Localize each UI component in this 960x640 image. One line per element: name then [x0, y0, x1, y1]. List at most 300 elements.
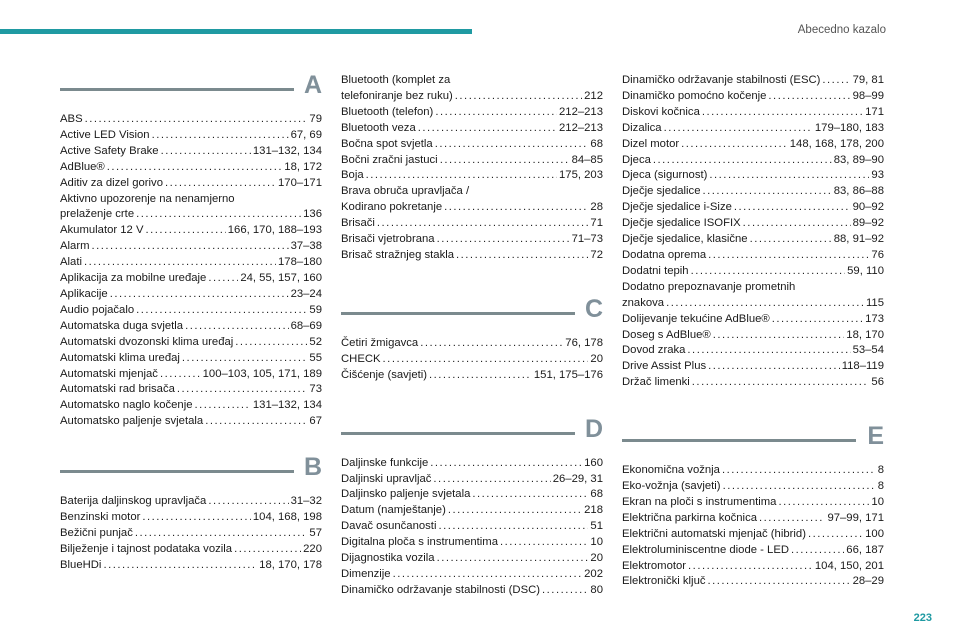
index-term: Brisači	[341, 217, 375, 230]
index-term: Dječje sjedalice, klasične	[622, 233, 748, 246]
section-b-list	[60, 494, 322, 574]
dot-leader	[691, 264, 846, 280]
dot-leader	[708, 359, 840, 375]
dot-leader	[734, 200, 851, 216]
page-reference: 89–92	[852, 217, 884, 230]
index-term: Datum (namještanje)	[341, 504, 446, 517]
index-entry	[60, 542, 322, 558]
index-term: Automatsko paljenje svjetala	[60, 415, 204, 428]
section-rule	[60, 88, 294, 91]
page-reference: 90–92	[852, 201, 884, 214]
index-term: Brisači vjetrobrana	[341, 233, 435, 246]
index-entry-row	[60, 176, 322, 192]
index-entry-row	[622, 264, 884, 280]
page-reference: 100	[865, 527, 884, 540]
index-term: Daljinske funkcije	[341, 456, 429, 469]
dot-leader	[791, 543, 844, 559]
index-entry	[622, 216, 884, 232]
index-entry	[60, 239, 322, 255]
index-term: Djeca (sigurnost)	[622, 169, 708, 182]
index-entry	[60, 112, 322, 128]
column-2	[341, 73, 603, 599]
page-reference: 71–73	[571, 233, 603, 246]
index-entry-row	[622, 248, 884, 264]
dot-leader	[435, 137, 589, 153]
page-reference: 148, 168, 178, 200	[789, 137, 884, 150]
section-a-list	[60, 112, 322, 430]
index-entry	[60, 398, 322, 414]
index-entry	[622, 264, 884, 280]
index-entry-row	[622, 153, 884, 169]
index-entry-row	[60, 319, 322, 335]
index-term: Dizel motor	[622, 137, 680, 150]
index-term: Dimenzije	[341, 567, 391, 580]
index-entry-row	[622, 137, 884, 153]
index-term: Aplikacije	[60, 287, 108, 300]
dot-leader	[84, 255, 276, 271]
dot-leader	[177, 382, 308, 398]
index-term: Alati	[60, 256, 82, 269]
index-entry	[60, 271, 322, 287]
index-entry	[622, 153, 884, 169]
dot-leader	[208, 494, 288, 510]
dot-leader	[703, 184, 832, 200]
index-entry-row	[341, 456, 603, 472]
page-reference: 31–32	[290, 495, 322, 508]
index-entry-row	[622, 359, 884, 375]
index-term: Diskovi kočnica	[622, 105, 700, 118]
section-d-list	[341, 456, 603, 599]
dot-leader	[822, 73, 850, 89]
index-entry	[341, 487, 603, 503]
page-reference: 83, 86–88	[833, 185, 884, 198]
index-term: Kodirano pokretanje	[341, 201, 443, 214]
index-term: Dijagnostika vozila	[341, 552, 435, 565]
index-entry	[622, 105, 884, 121]
index-entry	[60, 558, 322, 574]
page-reference: 79	[309, 113, 322, 125]
page-reference: 212–213	[559, 105, 603, 118]
index-term: Brisač stražnjeg stakla	[341, 248, 455, 261]
page-reference: 68	[590, 137, 603, 150]
page-reference: 220	[303, 542, 322, 555]
index-term: Daljinski upravljač	[341, 472, 432, 485]
dot-leader	[161, 144, 251, 160]
index-term: Drive Assist Plus	[622, 360, 707, 373]
index-entry-row	[622, 89, 884, 105]
section-rule	[341, 432, 575, 435]
dot-leader	[136, 207, 301, 223]
dot-leader	[235, 335, 307, 351]
page-reference: 68	[590, 488, 603, 501]
page-reference: 59, 110	[847, 264, 884, 277]
index-entry	[622, 359, 884, 375]
index-entry-row	[60, 207, 322, 223]
index-entry-row	[622, 463, 884, 479]
index-term: Bluetooth veza	[341, 121, 416, 134]
index-entry	[60, 414, 322, 430]
index-entry-row	[622, 200, 884, 216]
index-entry-row	[622, 574, 884, 590]
dot-leader	[435, 105, 557, 121]
dot-leader	[165, 176, 276, 192]
page-number: 223	[913, 612, 932, 624]
page-reference: 98–99	[852, 89, 884, 102]
page-reference: 79, 81	[852, 74, 884, 86]
dot-leader	[472, 487, 588, 503]
index-entry	[622, 137, 884, 153]
index-entry-row	[341, 368, 603, 384]
page-reference: 10	[590, 536, 603, 549]
index-entry	[622, 232, 884, 248]
index-entry	[341, 184, 603, 216]
index-entry	[622, 463, 884, 479]
index-entry-row	[60, 526, 322, 542]
index-term: Čišćenje (savjeti)	[341, 368, 428, 381]
page-reference: 52	[309, 335, 322, 348]
dot-leader	[440, 153, 570, 169]
page-reference: 66, 187	[846, 543, 884, 556]
section-e-heading	[622, 417, 884, 463]
dot-leader	[103, 558, 257, 574]
page-reference: 53–54	[852, 344, 884, 357]
page-reference: 171	[865, 105, 884, 118]
header-title: Abecedno kazalo	[797, 24, 886, 36]
dot-leader	[429, 368, 532, 384]
index-entry-row	[622, 216, 884, 232]
dot-leader	[448, 503, 582, 519]
index-term: Eko-vožnja (savjeti)	[622, 480, 721, 493]
index-term: Bežični punjač	[60, 526, 133, 539]
index-term: Držač limenki	[622, 376, 690, 389]
index-entry-row	[341, 487, 603, 503]
column-1	[60, 66, 322, 574]
page-reference: 118–119	[841, 360, 884, 373]
index-entry	[341, 567, 603, 583]
index-entry	[60, 160, 322, 176]
dot-leader	[135, 526, 308, 542]
index-term: Benzinski motor	[60, 511, 141, 524]
index-entry	[341, 472, 603, 488]
page-reference: 76	[871, 248, 884, 261]
dot-leader	[750, 232, 832, 248]
index-entry	[622, 280, 884, 312]
index-entry-row	[622, 73, 884, 89]
page-reference: 71	[590, 217, 603, 230]
index-term: Automatska duga svjetla	[60, 319, 184, 332]
index-term: Dovod zraka	[622, 344, 686, 357]
index-term: Dolijevanje tekućine AdBlue®	[622, 312, 770, 325]
index-term: Djeca	[622, 153, 651, 166]
index-term: Akumulator 12 V	[60, 224, 144, 237]
index-entry	[60, 303, 322, 319]
index-entry	[60, 176, 322, 192]
index-entry	[341, 216, 603, 232]
dot-leader	[146, 223, 226, 239]
page-reference: 104, 168, 198	[252, 511, 322, 524]
index-entry	[60, 223, 322, 239]
index-entry-row	[622, 495, 884, 511]
page-reference: 136	[303, 208, 322, 221]
index-term: Bluetooth (telefon)	[341, 105, 434, 118]
section-letter: A	[303, 71, 322, 99]
index-entry-row	[341, 89, 603, 105]
index-entry	[60, 351, 322, 367]
index-entry-row	[341, 503, 603, 519]
index-entry-term-line: Dodatno prepoznavanje prometnih	[622, 280, 796, 293]
dot-leader	[687, 343, 850, 359]
index-term: Automatski dvozonski klima uređaj	[60, 335, 234, 348]
dot-leader	[195, 398, 251, 414]
index-term: Dinamičko održavanje stabilnosti (DSC)	[341, 583, 541, 596]
page-reference: 166, 170, 188–193	[227, 224, 322, 237]
index-entry-row	[60, 239, 322, 255]
dot-leader	[759, 511, 825, 527]
index-entry-row	[60, 255, 322, 271]
page-reference: 151, 175–176	[533, 368, 603, 381]
index-entry	[341, 73, 603, 105]
page-reference: 18, 172	[284, 160, 322, 173]
index-entry	[60, 382, 322, 398]
index-entry	[622, 511, 884, 527]
page-reference: 179–180, 183	[814, 121, 884, 134]
index-entry	[341, 583, 603, 599]
dot-leader	[437, 232, 570, 248]
index-entry-row	[341, 153, 603, 169]
index-entry-row	[341, 232, 603, 248]
index-entry	[60, 526, 322, 542]
index-entry-row	[341, 121, 603, 137]
section-rule	[60, 470, 294, 473]
page-reference: 76, 178	[565, 336, 603, 349]
dot-leader	[688, 559, 813, 575]
page-reference: 131–132, 134	[252, 144, 322, 157]
dot-leader	[433, 472, 550, 488]
index-entry-row	[622, 296, 884, 312]
index-entry	[622, 121, 884, 137]
page-reference: 57	[309, 526, 322, 539]
index-entry	[341, 352, 603, 368]
dot-leader	[418, 121, 557, 137]
index-term: BlueHDi	[60, 558, 102, 571]
index-entry-row	[622, 168, 884, 184]
page-reference: 72	[590, 248, 603, 261]
page-reference: 28–29	[852, 575, 884, 588]
index-term: Ekonomična vožnja	[622, 464, 720, 477]
section-letter: C	[584, 294, 603, 323]
section-e-list	[622, 463, 884, 590]
index-entry	[622, 574, 884, 590]
dot-leader	[377, 216, 589, 232]
dot-leader	[160, 367, 201, 383]
index-entry-row	[60, 542, 322, 558]
page-reference: 20	[590, 552, 603, 565]
dot-leader	[772, 312, 863, 328]
page-reference: 100–103, 105, 171, 189	[202, 367, 322, 380]
dot-leader	[110, 287, 289, 303]
dot-leader	[708, 248, 869, 264]
index-term: Audio pojačalo	[60, 303, 135, 316]
page-reference: 173	[865, 312, 884, 325]
dot-leader	[107, 160, 283, 176]
dot-leader	[723, 479, 876, 495]
page-reference: 18, 170, 178	[259, 558, 322, 571]
section-b-continued-list	[341, 73, 603, 264]
page-reference: 212–213	[559, 121, 603, 134]
index-term: prelaženje crte	[60, 208, 135, 221]
index-entry	[341, 535, 603, 551]
page-reference: 88, 91–92	[833, 233, 884, 246]
dot-leader	[182, 351, 308, 367]
dot-leader	[430, 456, 582, 472]
page-reference: 55	[309, 351, 322, 364]
index-entry	[622, 495, 884, 511]
dot-leader	[234, 542, 301, 558]
index-entry-row	[60, 510, 322, 526]
index-entry-row	[341, 352, 603, 368]
index-entry	[341, 368, 603, 384]
dot-leader	[778, 495, 869, 511]
index-term: Dinamičko pomoćno kočenje	[622, 89, 767, 102]
page-reference: 37–38	[290, 240, 322, 253]
page-reference: 20	[590, 352, 603, 365]
index-entry	[622, 375, 884, 391]
index-entry-row	[60, 558, 322, 574]
page-reference: 84–85	[571, 153, 603, 166]
dot-leader	[136, 303, 307, 319]
section-c-list	[341, 336, 603, 384]
page-reference: 23–24	[290, 287, 322, 300]
dot-leader	[664, 121, 813, 137]
page-reference: 175, 203	[559, 169, 603, 182]
index-entry	[341, 105, 603, 121]
page-reference: 104, 150, 201	[814, 559, 884, 572]
index-entry	[622, 73, 884, 89]
index-entry-row	[60, 223, 322, 239]
index-term: Digitalna ploča s instrumentima	[341, 536, 498, 549]
index-term: Četiri žmigavca	[341, 336, 419, 349]
dot-leader	[692, 375, 870, 391]
index-entry-row	[341, 583, 603, 599]
index-entry	[341, 232, 603, 248]
index-entry	[60, 335, 322, 351]
index-term: Aplikacija za mobilne uređaje	[60, 272, 207, 285]
dot-leader	[681, 137, 788, 153]
page-reference: 67	[309, 415, 322, 428]
page-reference: 170–171	[278, 176, 322, 189]
dot-leader	[366, 168, 557, 184]
dot-leader	[437, 551, 589, 567]
index-entry-row	[341, 137, 603, 153]
index-entry	[622, 343, 884, 359]
page-reference: 202	[584, 567, 603, 580]
index-term: AdBlue®	[60, 160, 105, 173]
index-entry	[60, 128, 322, 144]
index-entry-row	[341, 216, 603, 232]
index-entry	[341, 336, 603, 352]
dot-leader	[709, 168, 869, 184]
index-term: Elektromotor	[622, 559, 687, 572]
dot-leader	[456, 248, 588, 264]
index-term: Active LED Vision	[60, 128, 150, 141]
index-entry-row	[60, 112, 322, 128]
index-entry-row	[622, 543, 884, 559]
dot-leader	[768, 89, 850, 105]
page-reference: 59	[309, 303, 322, 316]
page-reference: 68–69	[290, 319, 322, 332]
index-entry	[60, 319, 322, 335]
index-entry-row	[341, 168, 603, 184]
index-term: Alarm	[60, 240, 90, 253]
index-term: Dodatna oprema	[622, 248, 707, 261]
index-entry-row	[60, 160, 322, 176]
index-entry-row	[341, 105, 603, 121]
index-entry	[341, 503, 603, 519]
dot-leader	[542, 583, 588, 599]
page-reference: 8	[877, 480, 884, 493]
index-entry	[60, 144, 322, 160]
dot-leader	[393, 567, 583, 583]
index-entry-row	[622, 328, 884, 344]
index-entry	[341, 137, 603, 153]
index-entry	[341, 551, 603, 567]
dot-leader	[808, 527, 863, 543]
index-term: Active Safety Brake	[60, 144, 159, 157]
index-entry-row	[60, 398, 322, 414]
index-entry	[60, 494, 322, 510]
index-term: Baterija daljinskog upravljača	[60, 495, 207, 508]
index-term: Automatski rad brisača	[60, 383, 175, 396]
dot-leader	[444, 200, 588, 216]
index-entry-row	[341, 535, 603, 551]
index-entry	[622, 248, 884, 264]
index-term: Dodatni tepih	[622, 264, 689, 277]
index-entry	[622, 312, 884, 328]
dot-leader	[455, 89, 582, 105]
index-entry-row	[60, 382, 322, 398]
section-c-heading	[341, 290, 603, 336]
index-entry	[341, 168, 603, 184]
index-entry	[341, 248, 603, 264]
index-entry-row	[622, 184, 884, 200]
dot-leader	[420, 336, 563, 352]
index-term: CHECK	[341, 352, 381, 365]
index-entry-row	[622, 343, 884, 359]
index-entry-row	[341, 567, 603, 583]
index-entry-row	[60, 303, 322, 319]
index-entry-term-line: Brava obruča upravljača /	[341, 185, 470, 198]
dot-leader	[653, 153, 832, 169]
index-entry	[622, 200, 884, 216]
page-reference: 73	[309, 383, 322, 396]
index-entry-row	[622, 527, 884, 543]
page-reference: 160	[584, 456, 603, 469]
dot-leader	[500, 535, 588, 551]
index-entry-row	[60, 287, 322, 303]
dot-leader	[92, 239, 289, 255]
index-entry	[622, 89, 884, 105]
section-rule	[341, 312, 575, 315]
index-term: Daljinsko paljenje svjetala	[341, 488, 471, 501]
dot-leader	[722, 463, 876, 479]
dot-leader	[383, 352, 589, 368]
page-reference: 93	[871, 169, 884, 182]
index-term: Bočna spot svjetla	[341, 137, 433, 150]
index-entry-term-line: Aktivno upozorenje na nenamjerno	[60, 192, 235, 205]
index-entry-row	[622, 559, 884, 575]
section-b-heading	[60, 448, 322, 494]
index-entry-row	[622, 479, 884, 495]
